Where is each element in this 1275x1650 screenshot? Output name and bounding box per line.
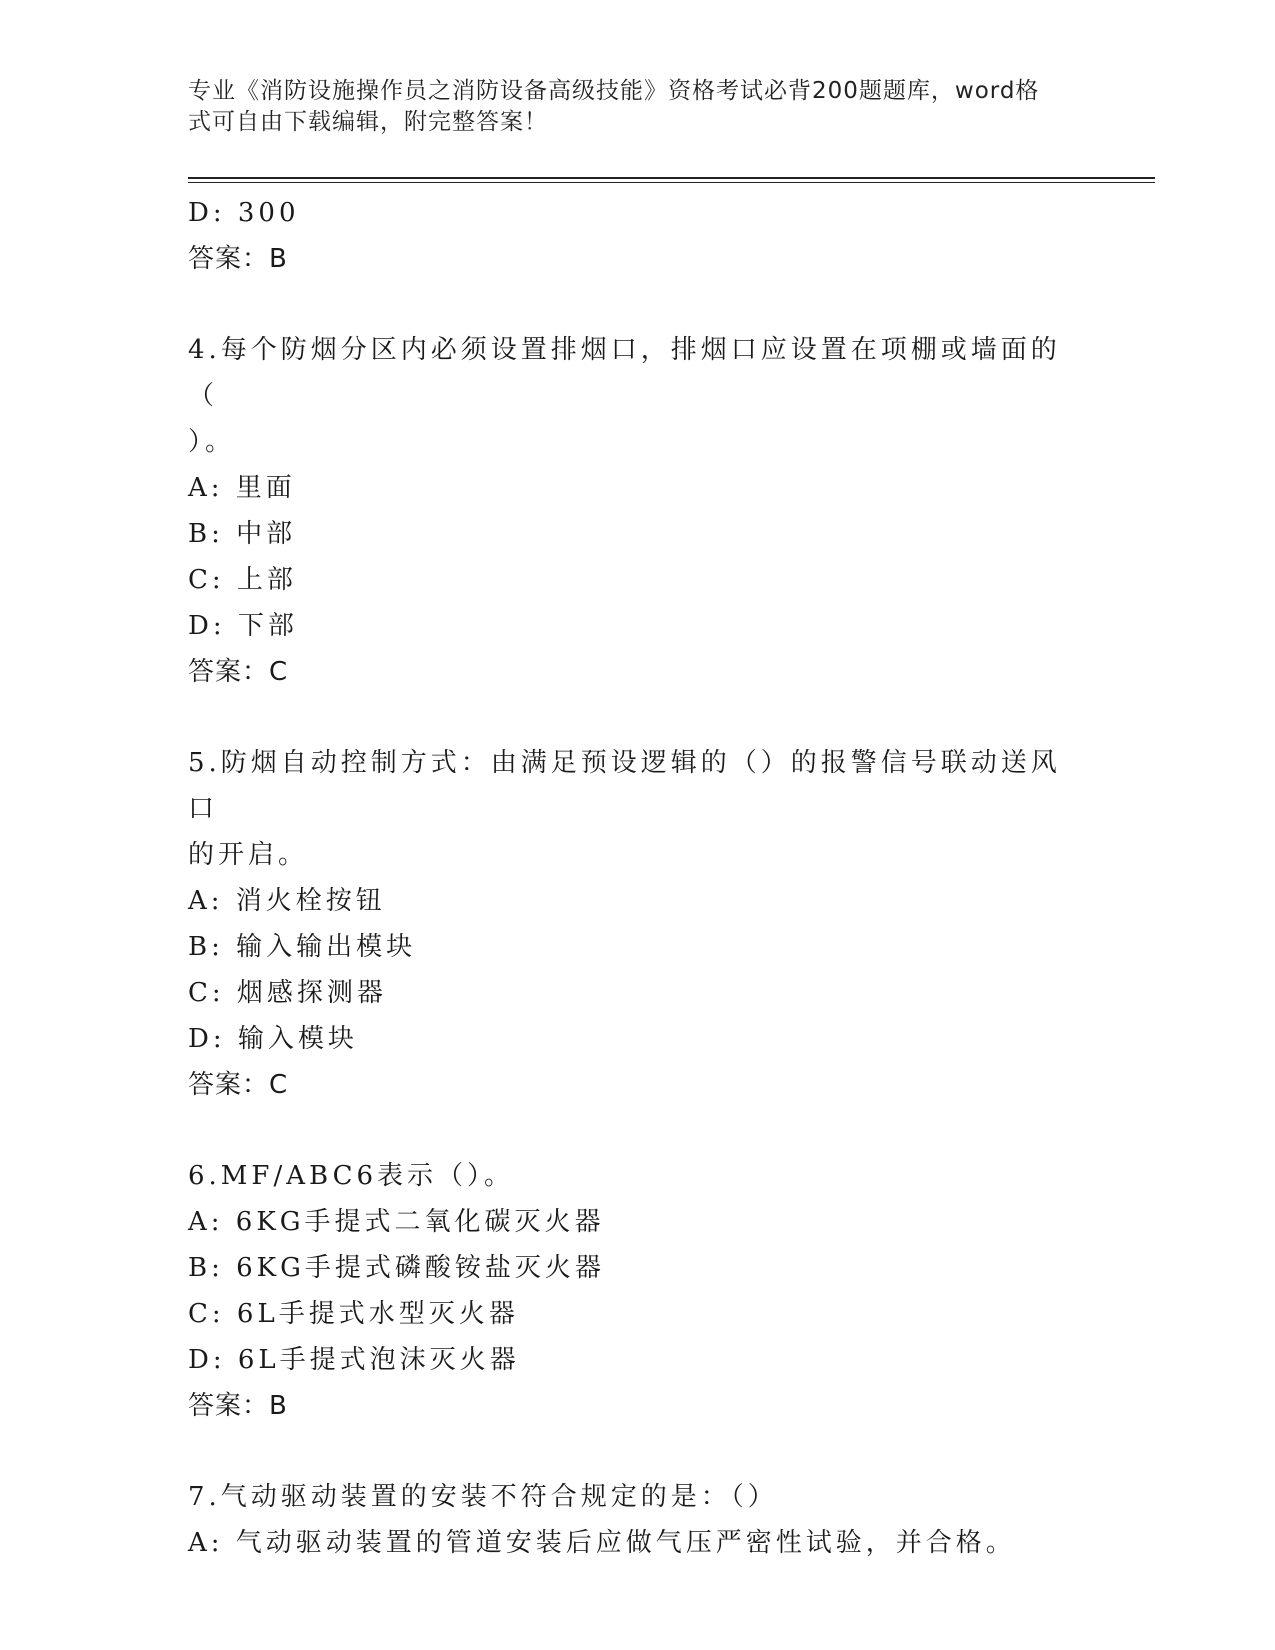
header-line-1: 专业《消防设施操作员之消防设备高级技能》资格考试必背200题题库，word格 bbox=[188, 78, 1040, 104]
option-c: C: 上部 bbox=[188, 565, 297, 595]
question-title-line-1: 7.气动驱动装置的安装不符合规定的是：（） bbox=[188, 1482, 778, 1512]
answer: 答案：B bbox=[188, 244, 288, 274]
option-b: B: 输入输出模块 bbox=[188, 932, 417, 962]
document-header bbox=[188, 76, 1088, 138]
option-a: A: 消火栓按钮 bbox=[188, 886, 386, 916]
option-a: A: 里面 bbox=[188, 473, 296, 503]
question-7 bbox=[188, 1474, 1088, 1566]
header-rule-thin bbox=[188, 182, 1155, 183]
option-c: C: 6L手提式水型灭火器 bbox=[188, 1299, 519, 1329]
option-b: B: 6KG手提式磷酸铵盐灭火器 bbox=[188, 1253, 605, 1283]
option-b: B: 中部 bbox=[188, 519, 297, 549]
answer: 答案：C bbox=[188, 657, 289, 687]
option-a: A: 6KG手提式二氧化碳灭火器 bbox=[188, 1207, 605, 1237]
question-list bbox=[188, 190, 1088, 1566]
question-title-line-1: 5.防烟自动控制方式：由满足预设逻辑的（）的报警信号联动送风口 bbox=[188, 748, 1061, 824]
question-6 bbox=[188, 1153, 1088, 1429]
option-d: D: 下部 bbox=[188, 611, 298, 641]
answer: 答案：C bbox=[188, 1070, 289, 1100]
header-line-2: 式可自由下载编辑，附完整答案！ bbox=[188, 109, 548, 135]
option-d: D: 6L手提式泡沫灭火器 bbox=[188, 1345, 520, 1375]
option-d: D: 输入模块 bbox=[188, 1024, 358, 1054]
question-title-line-2: 的开启。 bbox=[188, 840, 309, 870]
previous-question-tail bbox=[188, 190, 1088, 282]
option-a: A: 气动驱动装置的管道安装后应做气压严密性试验，并合格。 bbox=[188, 1528, 1016, 1558]
question-title-line-1: 4.每个防烟分区内必须设置排烟口，排烟口应设置在项棚或墙面的（ bbox=[188, 335, 1061, 411]
question-4 bbox=[188, 327, 1088, 695]
answer: 答案：B bbox=[188, 1391, 288, 1421]
question-5 bbox=[188, 740, 1088, 1108]
question-title-line-2: ）。 bbox=[188, 427, 236, 457]
option-d: D: 300 bbox=[188, 198, 300, 228]
header-rule-thick bbox=[188, 177, 1155, 179]
question-title-line-1: 6.MF/ABC6表示（）。 bbox=[188, 1161, 515, 1191]
option-c: C: 烟感探测器 bbox=[188, 978, 387, 1008]
